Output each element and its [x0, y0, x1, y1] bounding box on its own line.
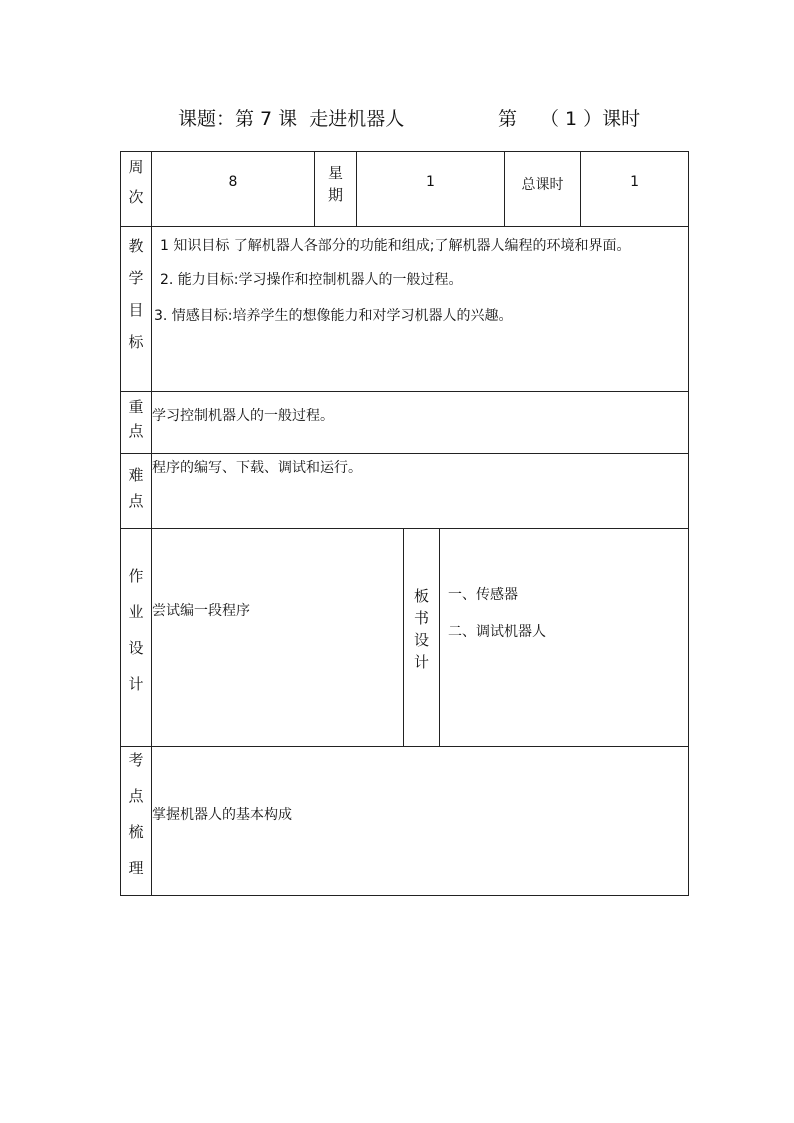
exam-points-label: 考 点 梳 理 [121, 747, 152, 896]
board-content [440, 529, 689, 747]
homework-row [121, 529, 689, 747]
weekday-value: 1 [357, 152, 505, 227]
objective-knowledge: 1 知识目标 了解机器人各部分的功能和组成;了解机器人编程的环境和界面。 [160, 238, 631, 254]
period-value: （ 1 ）课时 [540, 108, 641, 130]
week-value: 8 [152, 152, 315, 227]
lesson-title [0, 104, 794, 134]
lesson-title-main: 课题：第 7 课 走进机器人 [178, 108, 405, 130]
exam-points-row [121, 747, 689, 896]
homework-text: 尝试编一段程序 [152, 529, 404, 747]
objectives-label: 教 学 目 标 [121, 227, 152, 392]
week-label: 周 次 [121, 152, 152, 227]
key-point-row [121, 392, 689, 454]
objective-emotion: 3. 情感目标:培养学生的想像能力和对学习机器人的兴趣。 [154, 308, 513, 324]
key-point-text: 学习控制机器人的一般过程。 [152, 392, 689, 454]
exam-points-text: 掌握机器人的基本构成 [152, 747, 689, 896]
info-row [121, 152, 689, 227]
board-item: 二、调试机器人 [448, 624, 546, 640]
board-item: 一、传感器 [448, 587, 518, 603]
objectives-row [121, 227, 689, 392]
difficulty-row [121, 454, 689, 529]
weekday-label: 星 期 [315, 152, 357, 227]
difficulty-text: 程序的编写、下载、调试和运行。 [152, 454, 689, 529]
homework-label: 作 业 设 计 [121, 529, 152, 747]
total-hours-label: 总课时 [505, 152, 581, 227]
period-prefix: 第 [498, 108, 518, 130]
objective-ability: 2. 能力目标:学习操作和控制机器人的一般过程。 [160, 272, 463, 288]
total-hours-value: 1 [581, 152, 689, 227]
difficulty-label: 难 点 [121, 454, 152, 529]
lesson-plan-table [120, 151, 689, 896]
key-point-label: 重 点 [121, 392, 152, 454]
objectives-content [152, 227, 689, 392]
board-label: 板 书 设 计 [404, 529, 440, 747]
